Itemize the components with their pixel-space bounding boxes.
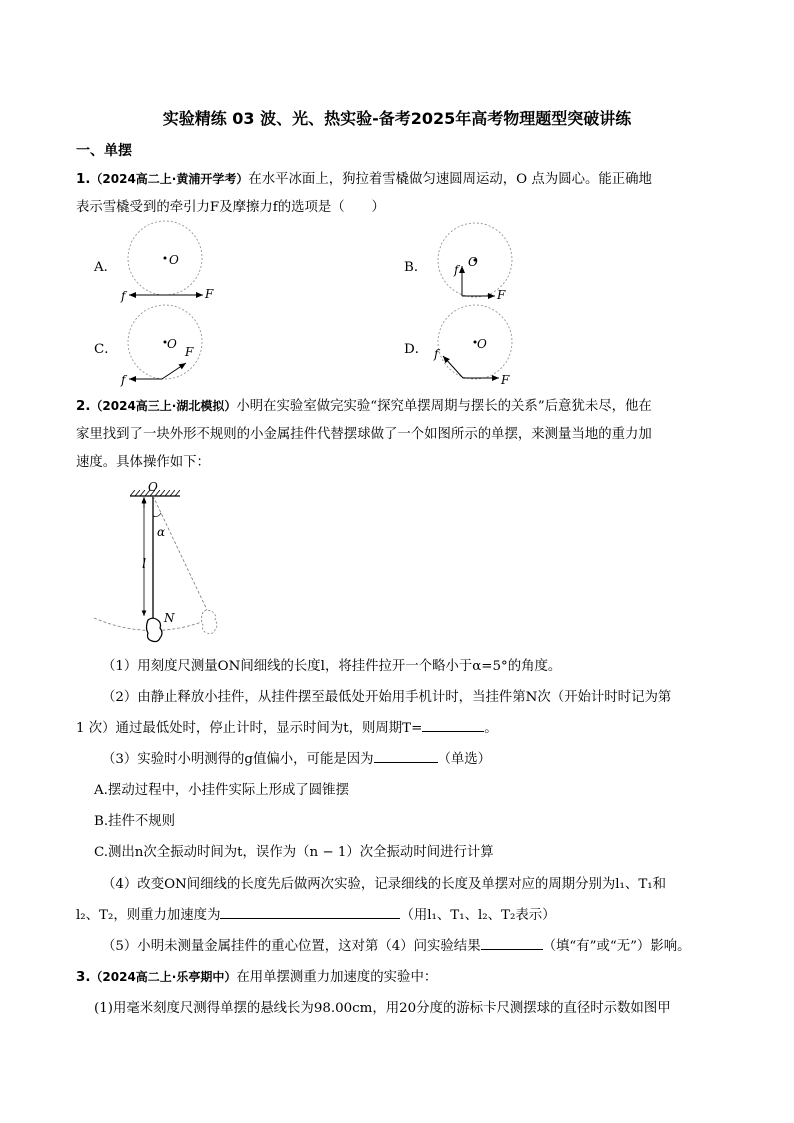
q2-option-c[interactable]: C.测出n次全振动时间为t，误作为（n − 1）次全振动时间进行计算 bbox=[94, 845, 494, 860]
q1-option-c-label[interactable]: C． bbox=[94, 342, 118, 357]
section-heading: 一、单摆 bbox=[76, 143, 132, 159]
q3-line-1 bbox=[76, 966, 437, 985]
fig-alpha-label: α bbox=[157, 525, 166, 539]
q2-step-2b bbox=[76, 717, 498, 736]
q2-text-1: 小明在实验室做完实验“探究单摆周期与摆长的关系”后意犹未尽，他在 bbox=[236, 399, 652, 414]
q1d-o-label: O bbox=[477, 337, 487, 351]
q1-option-c-diagram bbox=[115, 300, 225, 390]
page-title: 实验精练 03 波、光、热实验-备考2025年高考物理题型突破讲练 bbox=[162, 109, 632, 128]
q2-step-3-hint: （单选） bbox=[437, 752, 492, 767]
q2-step-4b-text: l₂、T₂，则重力加速度为 bbox=[76, 908, 221, 923]
fig-o-label: O bbox=[148, 480, 158, 494]
q1-option-a-diagram bbox=[115, 218, 225, 308]
q1-number: 1. bbox=[76, 172, 91, 187]
q1-source: （2024高二上·黄浦开学考） bbox=[90, 172, 249, 186]
q1a-o-label: O bbox=[169, 253, 179, 267]
q3-number: 3. bbox=[76, 970, 91, 985]
q2-step-3-text: （3）实验时小明测得的g值偏小，可能是因为 bbox=[102, 752, 374, 767]
q2-step-3 bbox=[102, 748, 491, 767]
fig-l-label: l bbox=[142, 557, 147, 572]
q2-step-3-answer-blank[interactable] bbox=[374, 749, 438, 763]
q3-step-1: (1)用毫米刻度尺测得单摆的悬线长为98.00cm，用20分度的游标卡尺测摆球的直径时示数如图甲 bbox=[94, 1001, 671, 1016]
q2-step-5-hint: （填“有”或“无”）影响。 bbox=[542, 939, 691, 954]
q1b-o-label: O bbox=[468, 255, 478, 269]
q2-step-2a: （2）由静止释放小挂件，从挂件摆至最低处开始用手机计时，当挂件第N次（开始计时时记为第 bbox=[102, 690, 672, 705]
q2-option-b[interactable]: B.挂件不规则 bbox=[94, 814, 176, 829]
q1c-o-label: O bbox=[167, 337, 177, 351]
q2-step-4b bbox=[76, 904, 556, 923]
q2-line-1 bbox=[76, 395, 652, 414]
q2-period-answer-blank[interactable] bbox=[422, 718, 484, 732]
q2-step-4a: （4）改变ON间细线的长度先后做两次实验，记录细线的长度及单摆对应的周期分别为l₁、T₁和 bbox=[102, 877, 667, 892]
q2-step-5-answer-blank[interactable] bbox=[481, 936, 543, 950]
q3-text-1: 在用单摆测重力加速度的实验中： bbox=[236, 970, 438, 985]
q1-option-d-label[interactable]: D． bbox=[404, 342, 429, 357]
q2-option-a[interactable]: A.摆动过程中，小挂件实际上形成了圆锥摆 bbox=[94, 783, 349, 798]
q3-source: （2024高二上·乐亭期中） bbox=[90, 970, 237, 984]
q2-source: （2024高三上·湖北模拟） bbox=[90, 399, 237, 413]
q1b-small-f-label: f bbox=[454, 263, 459, 277]
q1c-f-label: F bbox=[185, 345, 194, 359]
q1-text-1: 在水平冰面上，狗拉着雪橇做匀速圆周运动，O 点为圆心。能正确地 bbox=[248, 172, 652, 187]
q2-line-3: 速度。具体操作如下： bbox=[76, 455, 210, 470]
q2-pendulum-figure bbox=[90, 478, 240, 648]
q2-step-2b-text: 1 次）通过最低处时，停止计时，显示时间为t，则周期T= bbox=[76, 721, 423, 736]
fig-n-label: N bbox=[164, 611, 175, 625]
q1-option-a-label[interactable]: A． bbox=[94, 260, 118, 275]
q1c-small-f-label: f bbox=[121, 373, 126, 387]
q2-gravity-answer-blank[interactable] bbox=[220, 905, 400, 919]
q2-step-4b-hint: （用l₁、T₁、l₂、T₂表示） bbox=[400, 908, 556, 923]
q1-line-1 bbox=[76, 168, 652, 187]
q2-step-1: （1）用刻度尺测量ON间细线的长度l，将挂件拉开一个略小于α=5°的角度。 bbox=[102, 659, 562, 674]
q2-step-5-text: （5）小明未测量金属挂件的重心位置，这对第（4）问实验结果 bbox=[102, 939, 481, 954]
q1d-f-label: F bbox=[501, 373, 510, 387]
q2-step-5 bbox=[102, 935, 691, 954]
q1a-f-label: F bbox=[205, 287, 214, 301]
q1-option-b-label[interactable]: B． bbox=[404, 260, 428, 275]
q1a-small-f-label: f bbox=[121, 289, 126, 303]
q1-line-2: 表示雪橇受到的牵引力F及摩擦力f的选项是（ ） bbox=[76, 200, 385, 215]
q1-option-d-diagram bbox=[425, 300, 535, 390]
q1-option-b-diagram bbox=[425, 218, 535, 308]
q1b-f-label: F bbox=[497, 288, 506, 302]
q2-number: 2. bbox=[76, 399, 91, 414]
q2-step-2b-end: 。 bbox=[484, 721, 498, 736]
q1d-small-f-label: f bbox=[434, 347, 439, 361]
q2-line-2: 家里找到了一块外形不规则的小金属挂件代替摆球做了一个如图所示的单摆，来测量当地的重力加 bbox=[76, 427, 652, 442]
